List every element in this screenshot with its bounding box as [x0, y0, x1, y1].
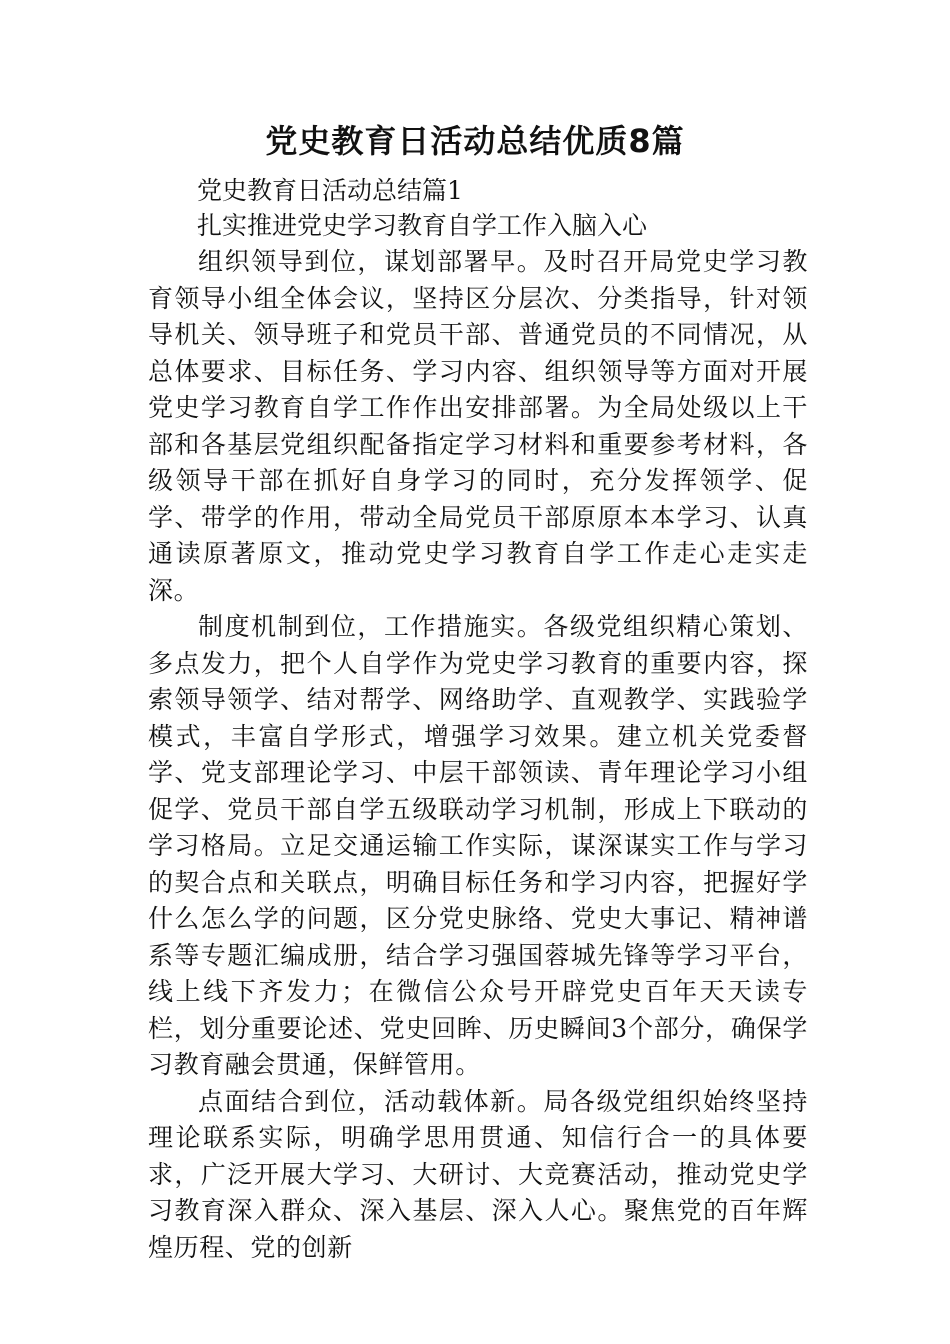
paragraph: 组织领导到位，谋划部署早。及时召开局党史学习教育领导小组全体会议，坚持区分层次、分类指导，针对领导机关、领导班子和党员干部、普通党员的不同情况，从总体要求、目标任务、学习内容、组织领导等方面对开展党史学习教育自学工作作出安排部署。为全局处级以上干部和各基层党组织配备指定学习材料和重要参考材料，各级领导干部在抓好自身学习的同时，充分发挥领学、促学、带学的作用，带动全局党员干部原原本本学习、认真通读原著原文，推动党史学习教育自学工作走心走实走深。	[148, 247, 808, 605]
body-text	[148, 244, 808, 1266]
paragraph: 点面结合到位，活动载体新。局各级党组织始终坚持理论联系实际，明确学思用贯通、知信行合一的具体要求，广泛开展大学习、大研讨、大竞赛活动，推动党史学习教育深入群众、深入基层、深入人心。聚焦党的百年辉煌历程、党的创新	[148, 1086, 808, 1262]
subheading: 扎实推进党史学习教育自学工作入脑入心	[197, 211, 648, 240]
section-heading: 党史教育日活动总结篇1	[197, 176, 463, 205]
document-title: 党史教育日活动总结优质8篇	[265, 122, 685, 160]
paragraph: 制度机制到位，工作措施实。各级党组织精心策划、多点发力，把个人自学作为党史学习教育的重要内容，探索领导领学、结对帮学、网络助学、直观教学、实践验学模式，丰富自学形式，增强学习效果。建立机关党委督学、党支部理论学习、中层干部领读、青年理论学习小组促学、党员干部自学五级联动学习机制，形成上下联动的学习格局。立足交通运输工作实际，谋深谋实工作与学习的契合点和关联点，明确目标任务和学习内容，把握好学什么怎么学的问题，区分党史脉络、党史大事记、精神谱系等专题汇编成册，结合学习强国蓉城先锋等学习平台，线上线下齐发力；在微信公众号开辟党史百年天天读专栏，划分重要论述、党史回眸、历史瞬间3个部分，确保学习教育融会贯通，保鲜管用。	[148, 612, 808, 1079]
